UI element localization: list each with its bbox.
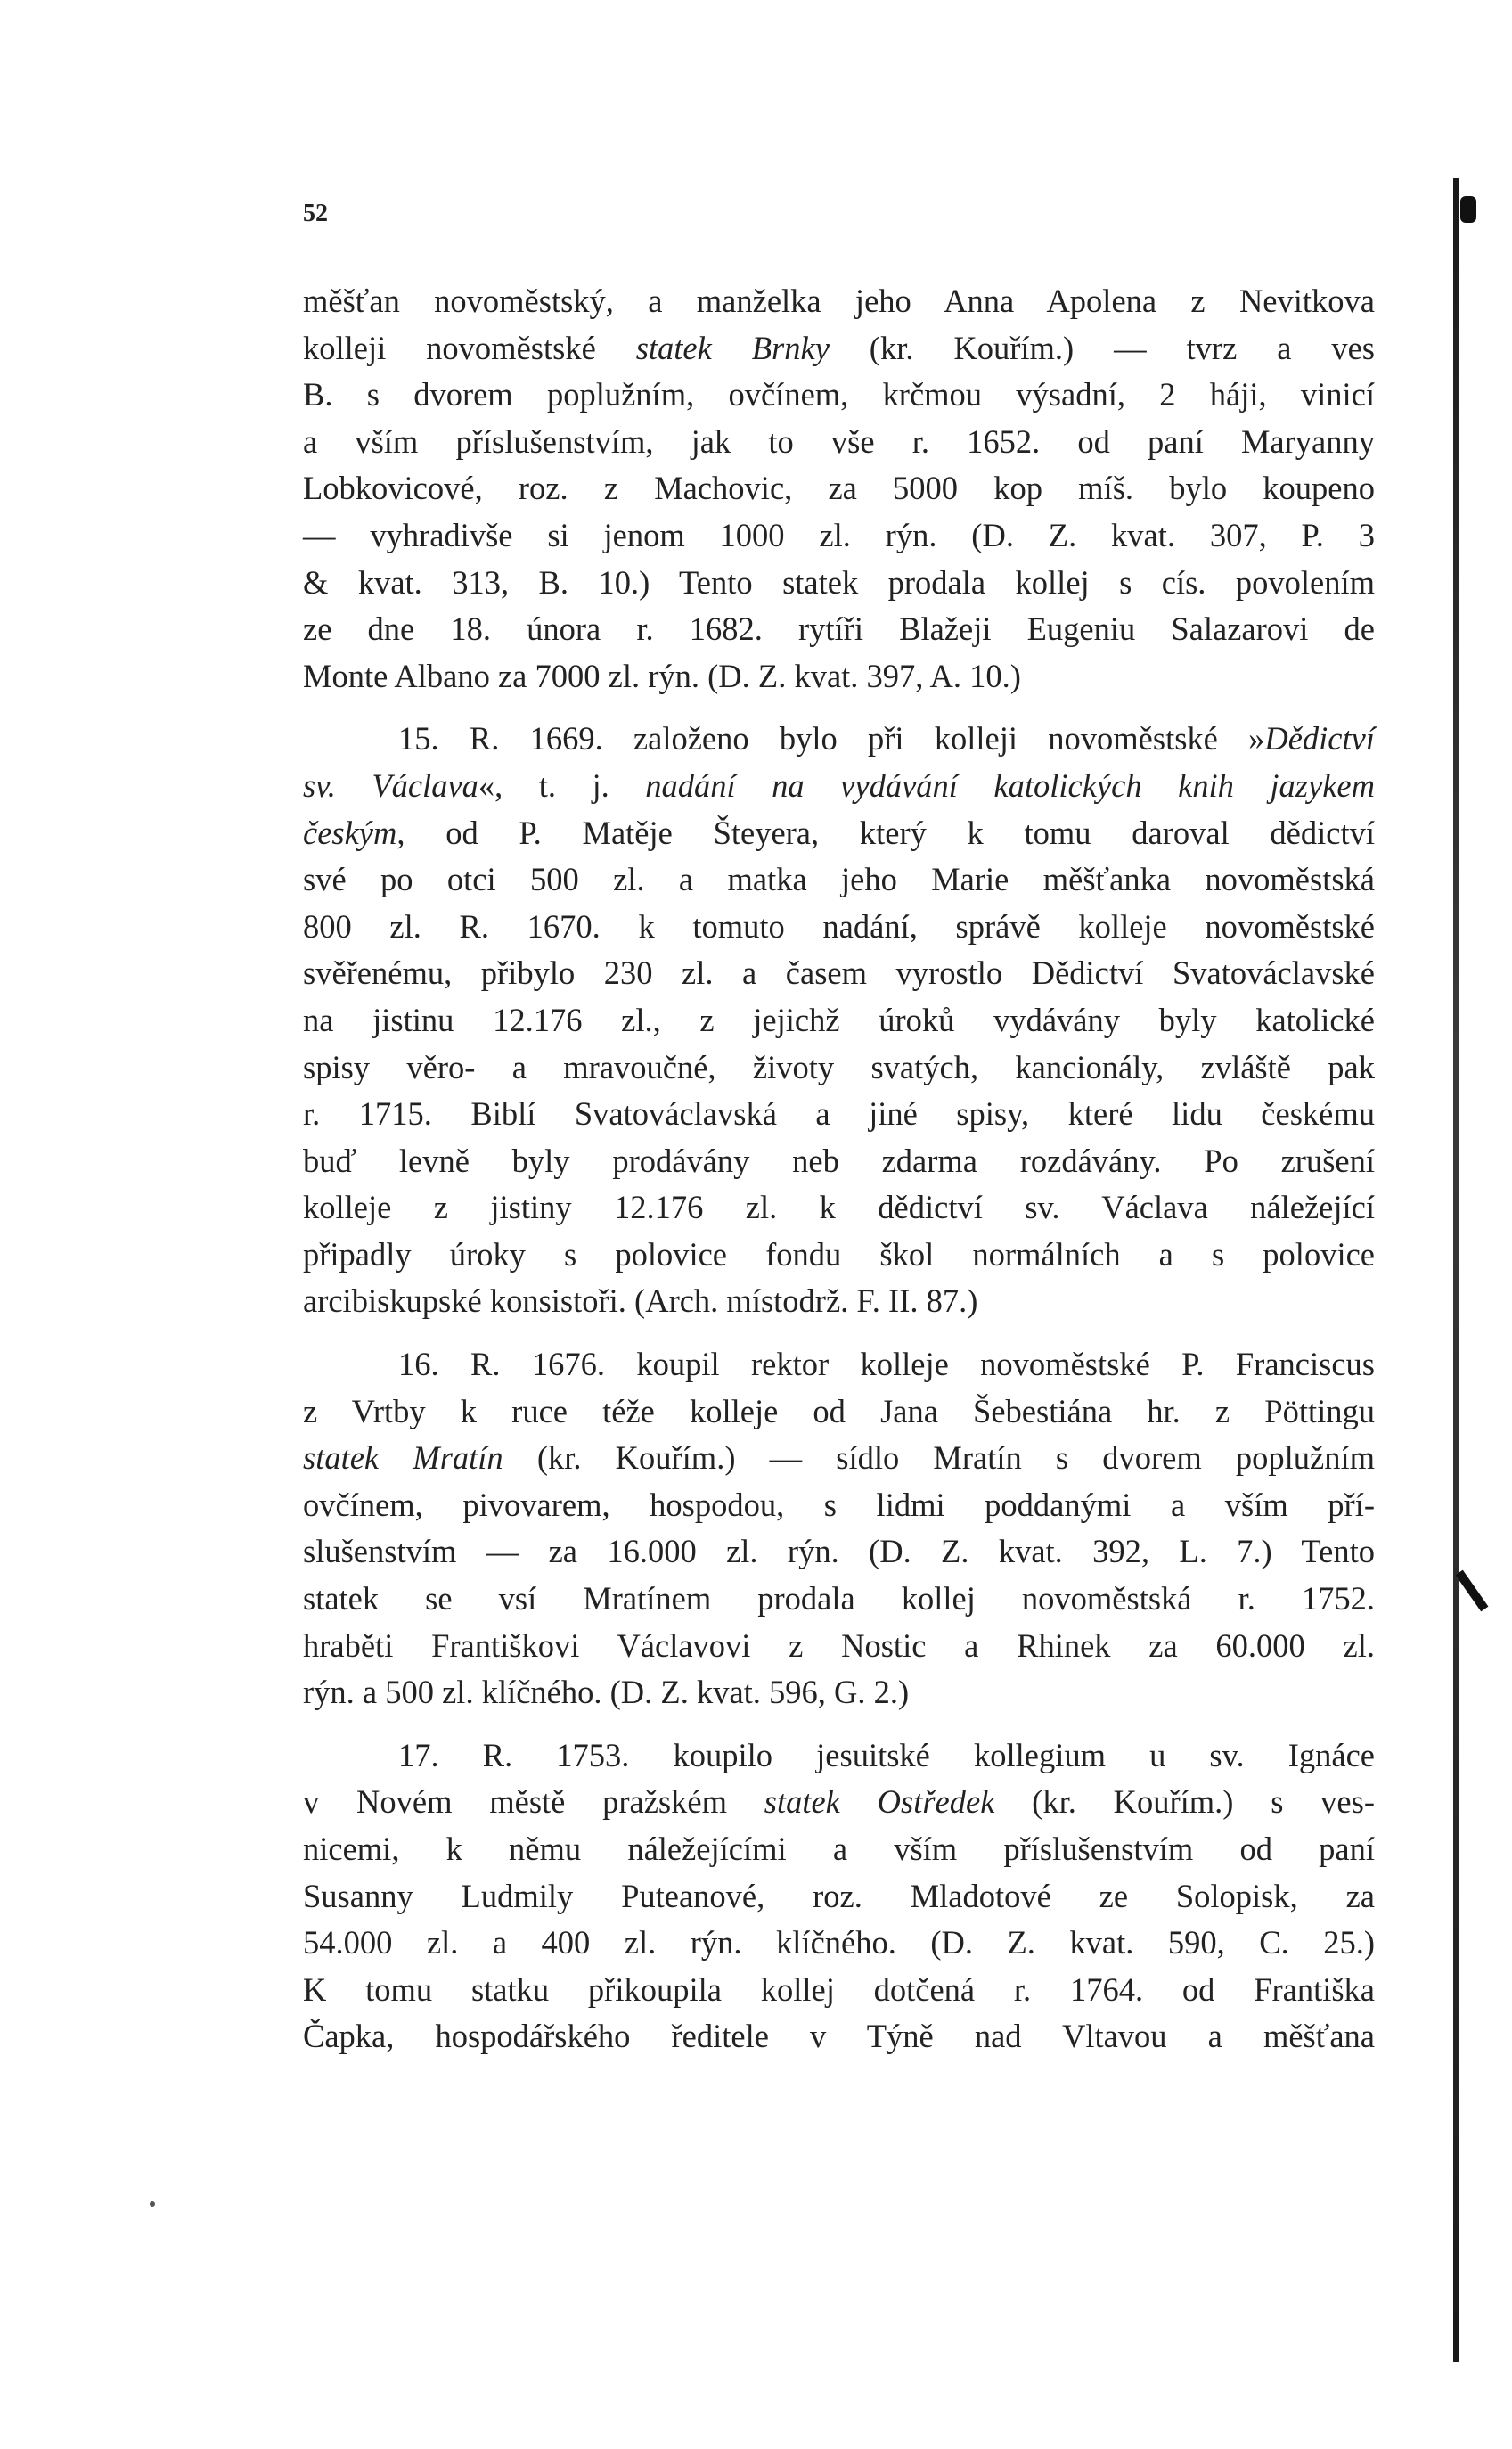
text-line: v Novém městě pražském statek Ostředek (kr. Kouřím.) s ves- — [303, 1783, 1375, 1821]
text-line: — vyhradivše si jenom 1000 zl. rýn. (D. Z. kvat. 307, P. 3 — [303, 516, 1375, 553]
text-line: 15. R. 1669. založeno bylo při kolleji novoměstské »Dědictví — [398, 720, 1375, 758]
text-line: připadly úroky s polovice fondu škol normálních a s polovice — [303, 1235, 1375, 1273]
text-line: spisy věro- a mravoučné, životy svatých, kancionály, zvláště pak — [303, 1048, 1375, 1085]
text-line: sv. Václava«, t. j. nadání na vydávání katolických knih jazykem — [303, 766, 1375, 804]
text-line: ze dne 18. února r. 1682. rytíři Blažeji Eugeniu Salazarovi de — [303, 610, 1375, 648]
scan-artifact — [1456, 1570, 1489, 1612]
text-line: své po otci 500 zl. a matka jeho Marie měšťanka novoměstská — [303, 861, 1375, 898]
text-line: svěřenému, přibylo 230 zl. a časem vyrostlo Dědictví Svatováclavské — [303, 954, 1375, 992]
page-number: 52 — [303, 200, 328, 227]
body-text — [303, 278, 1375, 2060]
paragraph-16 — [303, 1341, 1375, 1716]
text-line: rýn. a 500 zl. klíčného. (D. Z. kvat. 596, G. 2.) — [303, 1674, 910, 1711]
scan-binding-edge — [1453, 178, 1459, 2362]
text-line: slušenstvím — za 16.000 zl. rýn. (D. Z. kvat. 392, L. 7.) Tento — [303, 1533, 1375, 1570]
scan-speck — [150, 2201, 155, 2207]
text-line: 17. R. 1753. koupilo jesuitské kollegium u sv. Ignáce — [398, 1736, 1375, 1773]
paragraph-17 — [303, 1732, 1375, 2060]
text-line: měšťan novoměstský, a manželka jeho Anna Apolena z Nevitkova — [303, 283, 1375, 319]
text-line: Čapka, hospodářského ředitele v Týně nad Vltavou a měšťana — [303, 2018, 1375, 2055]
paragraph-15 — [303, 716, 1375, 1325]
scan-artifact — [1460, 196, 1476, 223]
text-line: 800 zl. R. 1670. k tomuto nadání, správě kolleje novoměstské — [303, 907, 1375, 945]
text-line: kolleji novoměstské statek Brnky (kr. Kouřím.) — tvrz a ves — [303, 329, 1375, 366]
text-line: ovčínem, pivovarem, hospodou, s lidmi poddanými a vším pří- — [303, 1486, 1375, 1523]
text-line: K tomu statku přikoupila kollej dotčená r. 1764. od Františka — [303, 1970, 1375, 2008]
text-line: arcibiskupské konsistoři. (Arch. místodrž. F. II. 87.) — [303, 1282, 978, 1320]
text-line: buď levně byly prodávány neb zdarma rozdávány. Po zrušení — [303, 1142, 1375, 1179]
text-line: Lobkovicové, roz. z Machovic, za 5000 kop míš. bylo koupeno — [303, 470, 1375, 507]
text-line: & kvat. 313, B. 10.) Tento statek prodala kollej s cís. povolením — [303, 563, 1375, 601]
text-line: statek se vsí Mratínem prodala kollej novoměstská r. 1752. — [303, 1580, 1375, 1618]
text-line: B. s dvorem poplužním, ovčínem, krčmou výsadní, 2 háji, vinicí — [303, 376, 1375, 414]
paragraph-14-continuation — [303, 278, 1375, 700]
text-line: na jistinu 12.176 zl., z jejichž úroků vydávány byly katolické — [303, 1001, 1375, 1038]
text-line: 54.000 zl. a 400 zl. rýn. klíčného. (D. Z. kvat. 590, C. 25.) — [303, 1924, 1375, 1962]
text-line: statek Mratín (kr. Kouřím.) — sídlo Mratín s dvorem poplužním — [303, 1439, 1376, 1477]
text-line: z Vrtby k ruce téže kolleje od Jana Šebestiána hr. z Pöttingu — [303, 1392, 1375, 1429]
text-line: českým, od P. Matěje Šteyera, který k tomu daroval dědictví — [303, 814, 1375, 851]
text-line: Monte Albano za 7000 zl. rýn. (D. Z. kvat. 397, A. 10.) — [303, 657, 1021, 694]
text-line: kolleje z jistiny 12.176 zl. k dědictví sv. Václava náležející — [303, 1189, 1375, 1226]
text-line: nicemi, k němu náležejícími a vším příslušenstvím od paní — [303, 1831, 1375, 1867]
text-line: a vším příslušenstvím, jak to vše r. 1652. od paní Maryanny — [303, 422, 1375, 460]
text-line: Susanny Ludmily Puteanové, roz. Mladotové ze Solopisk, za — [303, 1877, 1375, 1914]
text-line: hraběti Františkovi Václavovi z Nostic a Rhinek za 60.000 zl. — [303, 1626, 1375, 1664]
text-line: r. 1715. Biblí Svatováclavská a jiné spisy, které lidu českému — [303, 1095, 1375, 1133]
text-line: 16. R. 1676. koupil rektor kolleje novoměstské P. Franciscus — [398, 1346, 1375, 1383]
